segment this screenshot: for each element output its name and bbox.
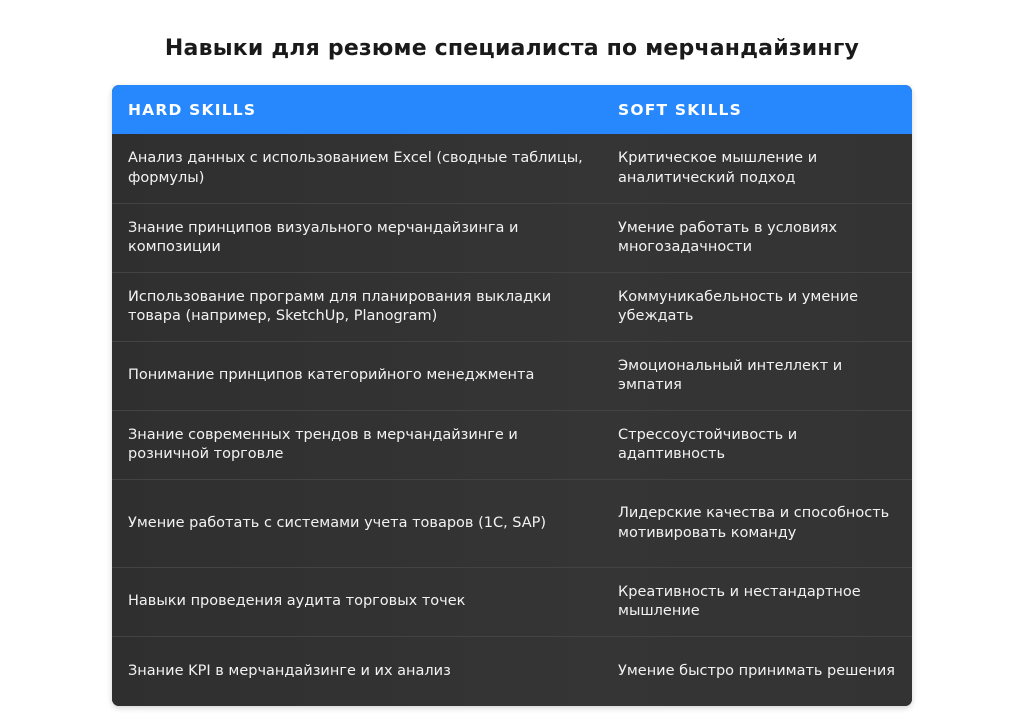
- hard-skill-cell: Знание принципов визуального мерчандайзинга и композиции: [128, 219, 519, 255]
- table-row: [112, 479, 912, 567]
- soft-skill-cell: Умение работать в условиях многозадачности: [618, 219, 838, 255]
- table-row: [112, 134, 912, 203]
- hard-skill-cell: Анализ данных с использованием Excel (сводные таблицы, формулы): [128, 150, 583, 186]
- hard-skill-cell: Знание KPI в мерчандайзинге и их анализ: [128, 662, 451, 679]
- soft-skill-cell: Стрессоустойчивость и адаптивность: [618, 426, 798, 462]
- table-body: [112, 134, 912, 706]
- hard-skill-cell: Знание современных трендов в мерчандайзинге и розничной торговле: [128, 426, 518, 462]
- hard-skill-cell: Использование программ для планирования выкладки товара (например, SketchUp, Planogram): [128, 288, 552, 324]
- table-row: [112, 567, 912, 636]
- soft-skill-cell: Коммуникабельность и умение убеждать: [618, 288, 859, 324]
- header-soft-skills: SOFT SKILLS: [618, 100, 742, 119]
- soft-skill-cell: Креативность и нестандартное мышление: [618, 583, 861, 619]
- table-row: [112, 272, 912, 341]
- table-row: [112, 636, 912, 706]
- table-row: [112, 410, 912, 479]
- soft-skill-cell: Критическое мышление и аналитический подход: [618, 150, 818, 186]
- hard-skill-cell: Понимание принципов категорийного менеджмента: [128, 367, 535, 384]
- soft-skill-cell: Лидерские качества и способность мотивировать команду: [618, 505, 890, 541]
- skills-table: [112, 85, 912, 706]
- table-header: [112, 85, 912, 134]
- page-title: Навыки для резюме специалиста по мерчандайзингу: [164, 36, 860, 61]
- hard-skill-cell: Навыки проведения аудита торговых точек: [128, 593, 466, 610]
- header-hard-skills: HARD SKILLS: [128, 100, 257, 119]
- hard-skill-cell: Умение работать с системами учета товаров (1С, SAP): [128, 514, 547, 531]
- table-row: [112, 203, 912, 272]
- soft-skill-cell: Эмоциональный интеллект и эмпатия: [618, 357, 843, 393]
- soft-skill-cell: Умение быстро принимать решения: [618, 662, 896, 679]
- table-row: [112, 341, 912, 410]
